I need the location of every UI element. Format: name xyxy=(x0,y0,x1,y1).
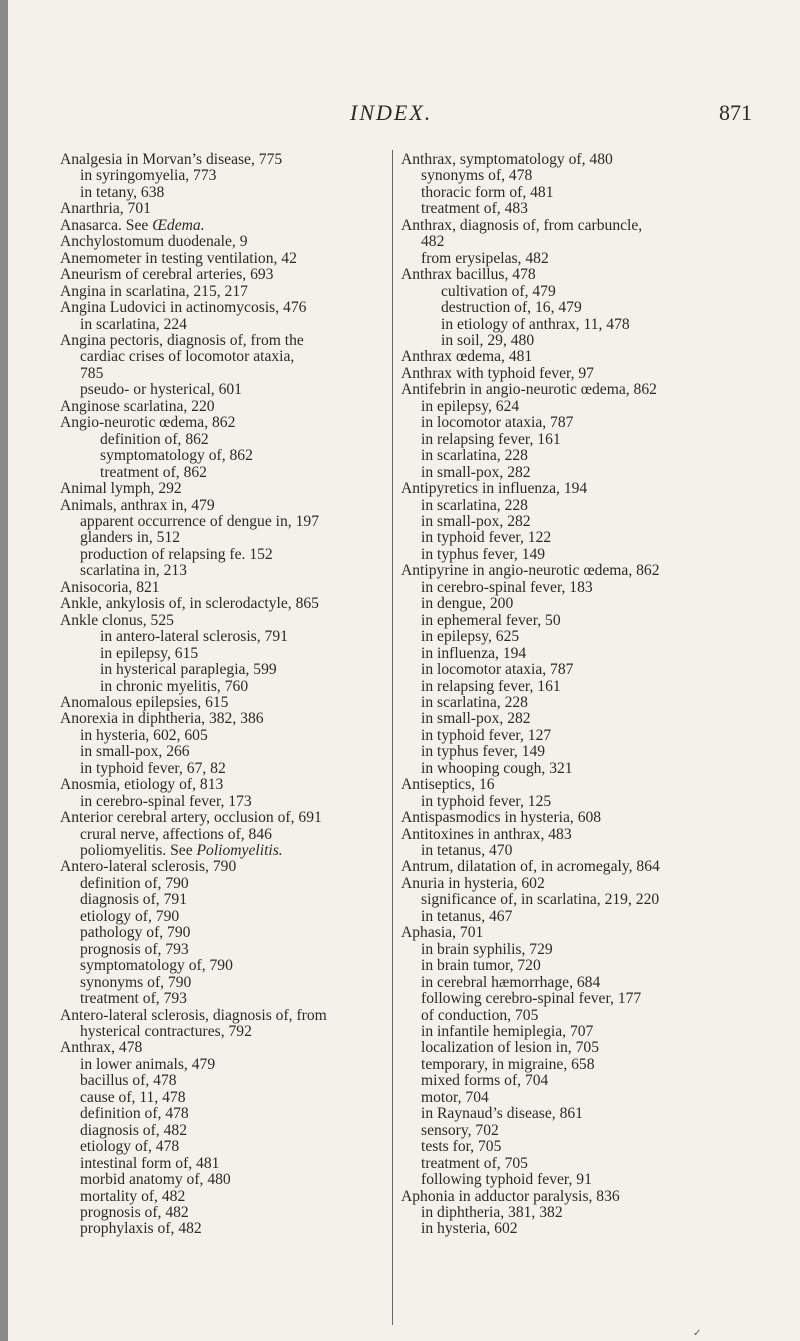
index-entry: 482 xyxy=(421,234,445,251)
index-entry: in small-pox, 282 xyxy=(421,513,531,530)
index-entry: in typhoid fever, 125 xyxy=(421,793,552,810)
index-entry: in ephemeral fever, 50 xyxy=(421,612,561,629)
stray-mark-icon: ✓ xyxy=(693,1328,702,1339)
index-entry: synonyms of, 790 xyxy=(80,974,192,991)
index-entry: treatment of, 705 xyxy=(421,1155,528,1172)
index-entry: glanders in, 512 xyxy=(80,530,181,547)
index-entry: Anarthria, 701 xyxy=(60,201,151,218)
index-entry: Anemometer in testing ventilation, 42 xyxy=(60,250,297,267)
index-entry: in cerebro-spinal fever, 183 xyxy=(421,579,593,596)
index-entry: in tetanus, 470 xyxy=(421,843,513,860)
index-entry: in hysteria, 602 xyxy=(421,1221,518,1238)
index-entry: treatment of, 862 xyxy=(100,464,207,481)
index-entry: in diphtheria, 381, 382 xyxy=(421,1205,563,1221)
index-entry: Anthrax œdema, 481 xyxy=(401,349,533,366)
index-entry: Antiseptics, 16 xyxy=(401,777,495,794)
index-entry: in brain syphilis, 729 xyxy=(421,941,553,958)
index-entry: diagnosis of, 791 xyxy=(80,892,187,909)
index-entry: prognosis of, 482 xyxy=(80,1205,189,1221)
index-entry: treatment of, 483 xyxy=(421,201,528,218)
index-entry: Aphonia in adductor paralysis, 836 xyxy=(401,1188,620,1205)
index-entry: Antifebrin in angio-neurotic œdema, 862 xyxy=(401,382,657,399)
index-entry: Antipyrine in angio-neurotic œdema, 862 xyxy=(401,563,660,580)
index-entry: Anosmia, etiology of, 813 xyxy=(60,777,224,794)
index-entry: intestinal form of, 481 xyxy=(80,1155,220,1172)
running-title: INDEX. xyxy=(350,100,433,125)
index-entry: definition of, 790 xyxy=(80,875,189,892)
index-entry: Angio-neurotic œdema, 862 xyxy=(60,415,236,432)
index-entry: Antero-lateral sclerosis, diagnosis of, from xyxy=(60,1007,327,1024)
index-entry: pseudo- or hysterical, 601 xyxy=(80,382,242,399)
index-entry: motor, 704 xyxy=(421,1089,489,1106)
index-entry: in tetanus, 467 xyxy=(421,908,513,925)
page-number: 871 xyxy=(719,100,752,125)
index-entry: Aphasia, 701 xyxy=(401,925,484,942)
index-entry: in locomotor ataxia, 787 xyxy=(421,415,574,432)
index-entry: etiology of, 790 xyxy=(80,908,180,925)
index-entry: bacillus of, 478 xyxy=(80,1073,177,1090)
index-entry: Animal lymph, 292 xyxy=(60,481,182,498)
index-entry: in scarlatina, 224 xyxy=(80,316,187,333)
index-entry: symptomatology of, 790 xyxy=(80,958,233,975)
index-entry: in brain tumor, 720 xyxy=(421,958,541,975)
index-entry: Anthrax bacillus, 478 xyxy=(401,267,536,284)
index-entry: Animals, anthrax in, 479 xyxy=(60,497,215,514)
index-entry: Antitoxines in anthrax, 483 xyxy=(401,826,572,843)
index-entry: Antrum, dilatation of, in acromegaly, 864 xyxy=(401,859,660,876)
page-edge-shadow xyxy=(0,0,8,1341)
index-entry: in hysterical paraplegia, 599 xyxy=(100,662,277,679)
index-entry: localization of lesion in, 705 xyxy=(421,1040,599,1057)
index-entry: tests for, 705 xyxy=(421,1139,502,1156)
index-entry: Anchylostomum duodenale, 9 xyxy=(60,234,248,251)
index-entry: in epilepsy, 625 xyxy=(421,629,520,646)
index-entry: following typhoid fever, 91 xyxy=(421,1172,592,1189)
index-entry: in relapsing fever, 161 xyxy=(421,431,561,448)
index-entry: in soil, 29, 480 xyxy=(441,332,535,349)
index-entry: Anomalous epilepsies, 615 xyxy=(60,694,229,711)
index-entry: definition of, 862 xyxy=(100,431,209,448)
index-entry: Ankle, ankylosis of, in sclerodactyle, 865 xyxy=(60,596,319,613)
index-entry: in lower animals, 479 xyxy=(80,1056,216,1073)
index-entry: 785 xyxy=(80,365,104,382)
index-entry: in hysteria, 602, 605 xyxy=(80,727,208,744)
index-entry: temporary, in migraine, 658 xyxy=(421,1056,595,1073)
column-rule xyxy=(392,150,393,1325)
index-entry: Analgesia in Morvan’s disease, 775 xyxy=(60,152,283,168)
index-entry: etiology of, 478 xyxy=(80,1139,180,1156)
index-entry: in epilepsy, 615 xyxy=(100,645,199,662)
index-entry: in typhoid fever, 67, 82 xyxy=(80,760,226,777)
index-entry: definition of, 478 xyxy=(80,1106,189,1123)
index-entry: in small-pox, 282 xyxy=(421,464,531,481)
index-entry: in typhoid fever, 127 xyxy=(421,727,552,744)
index-entry: sensory, 702 xyxy=(421,1122,499,1139)
index-entry: in cerebro-spinal fever, 173 xyxy=(80,793,252,810)
index-entry: destruction of, 16, 479 xyxy=(441,300,582,317)
index-entry: following cerebro-spinal fever, 177 xyxy=(421,991,642,1008)
index-entry: in scarlatina, 228 xyxy=(421,497,528,514)
index-entry: Anasarca. See Œdema. xyxy=(60,217,205,234)
index-entry: in typhus fever, 149 xyxy=(421,744,546,761)
index-entry: apparent occurrence of dengue in, 197 xyxy=(80,513,319,530)
index-entry: in infantile hemiplegia, 707 xyxy=(421,1024,594,1041)
index-entry: cultivation of, 479 xyxy=(441,283,556,300)
index-entry: Antero-lateral sclerosis, 790 xyxy=(60,859,237,876)
index-entry: in locomotor ataxia, 787 xyxy=(421,662,574,679)
index-entry: Anorexia in diphtheria, 382, 386 xyxy=(60,711,264,728)
index-entry: mixed forms of, 704 xyxy=(421,1073,549,1090)
index-entry: synonyms of, 478 xyxy=(421,168,533,185)
index-entry: in epilepsy, 624 xyxy=(421,398,520,415)
index-entry: cardiac crises of locomotor ataxia, xyxy=(80,349,295,366)
index-column-left xyxy=(60,152,392,1238)
index-entry: in typhoid fever, 122 xyxy=(421,530,552,547)
index-entry: Anterior cerebral artery, occlusion of, 691 xyxy=(60,810,322,827)
index-entry: in scarlatina, 228 xyxy=(421,694,528,711)
index-entry: in Raynaud’s disease, 861 xyxy=(421,1106,583,1123)
page-header xyxy=(0,100,800,130)
index-entry: in chronic myelitis, 760 xyxy=(100,678,249,695)
index-entry: in cerebral hæmorrhage, 684 xyxy=(421,974,601,991)
index-entry: Angina in scarlatina, 215, 217 xyxy=(60,283,248,300)
index-entry: treatment of, 793 xyxy=(80,991,187,1008)
index-entry: Ankle clonus, 525 xyxy=(60,612,174,629)
index-entry: poliomyelitis. See Poliomyelitis. xyxy=(80,843,283,860)
index-entry: prognosis of, 793 xyxy=(80,941,189,958)
index-entry: in small-pox, 282 xyxy=(421,711,531,728)
index-entry: mortality of, 482 xyxy=(80,1188,186,1205)
index-entry: Antipyretics in influenza, 194 xyxy=(401,481,588,498)
index-entry: in small-pox, 266 xyxy=(80,744,190,761)
index-entry: Anthrax, 478 xyxy=(60,1040,143,1057)
index-entry: Anginose scarlatina, 220 xyxy=(60,398,215,415)
index-entry: symptomatology of, 862 xyxy=(100,448,253,465)
index-entry: in antero-lateral sclerosis, 791 xyxy=(100,629,288,646)
index-entry: in tetany, 638 xyxy=(80,184,165,201)
index-entry: Antispasmodics in hysteria, 608 xyxy=(401,810,602,827)
index-entry: in typhus fever, 149 xyxy=(421,546,546,563)
index-entry: production of relapsing fe. 152 xyxy=(80,546,273,563)
index-entry: Angina pectoris, diagnosis of, from the xyxy=(60,332,304,349)
index-column-right xyxy=(401,152,746,1238)
index-entry: Anisocoria, 821 xyxy=(60,579,160,596)
index-entry: scarlatina in, 213 xyxy=(80,563,187,580)
index-entry: in dengue, 200 xyxy=(421,596,514,613)
index-entry: hysterical contractures, 792 xyxy=(80,1024,252,1041)
index-entry: pathology of, 790 xyxy=(80,925,191,942)
index-entry: thoracic form of, 481 xyxy=(421,184,554,201)
index-entry: in influenza, 194 xyxy=(421,645,527,662)
index-entry: prophylaxis of, 482 xyxy=(80,1221,202,1238)
index-entry: in whooping cough, 321 xyxy=(421,760,573,777)
index-entry: in relapsing fever, 161 xyxy=(421,678,561,695)
index-entry: of conduction, 705 xyxy=(421,1007,539,1024)
index-entry: significance of, in scarlatina, 219, 220 xyxy=(421,892,660,909)
index-entry: in scarlatina, 228 xyxy=(421,448,528,465)
index-entry: Anuria in hysteria, 602 xyxy=(401,875,545,892)
index-entry: crural nerve, affections of, 846 xyxy=(80,826,272,843)
index-entry: Angina Ludovici in actinomycosis, 476 xyxy=(60,300,307,317)
index-entry: Anthrax, diagnosis of, from carbuncle, xyxy=(401,217,643,234)
index-entry: in syringomyelia, 773 xyxy=(80,168,217,185)
index-entry: Anthrax with typhoid fever, 97 xyxy=(401,365,594,382)
index-entry: morbid anatomy of, 480 xyxy=(80,1172,231,1189)
index-entry: Anthrax, symptomatology of, 480 xyxy=(401,152,613,168)
index-entry: cause of, 11, 478 xyxy=(80,1089,186,1106)
index-entry: Aneurism of cerebral arteries, 693 xyxy=(60,267,274,284)
index-entry: in etiology of anthrax, 11, 478 xyxy=(441,316,630,333)
index-entry: diagnosis of, 482 xyxy=(80,1122,187,1139)
index-entry: from erysipelas, 482 xyxy=(421,250,549,267)
